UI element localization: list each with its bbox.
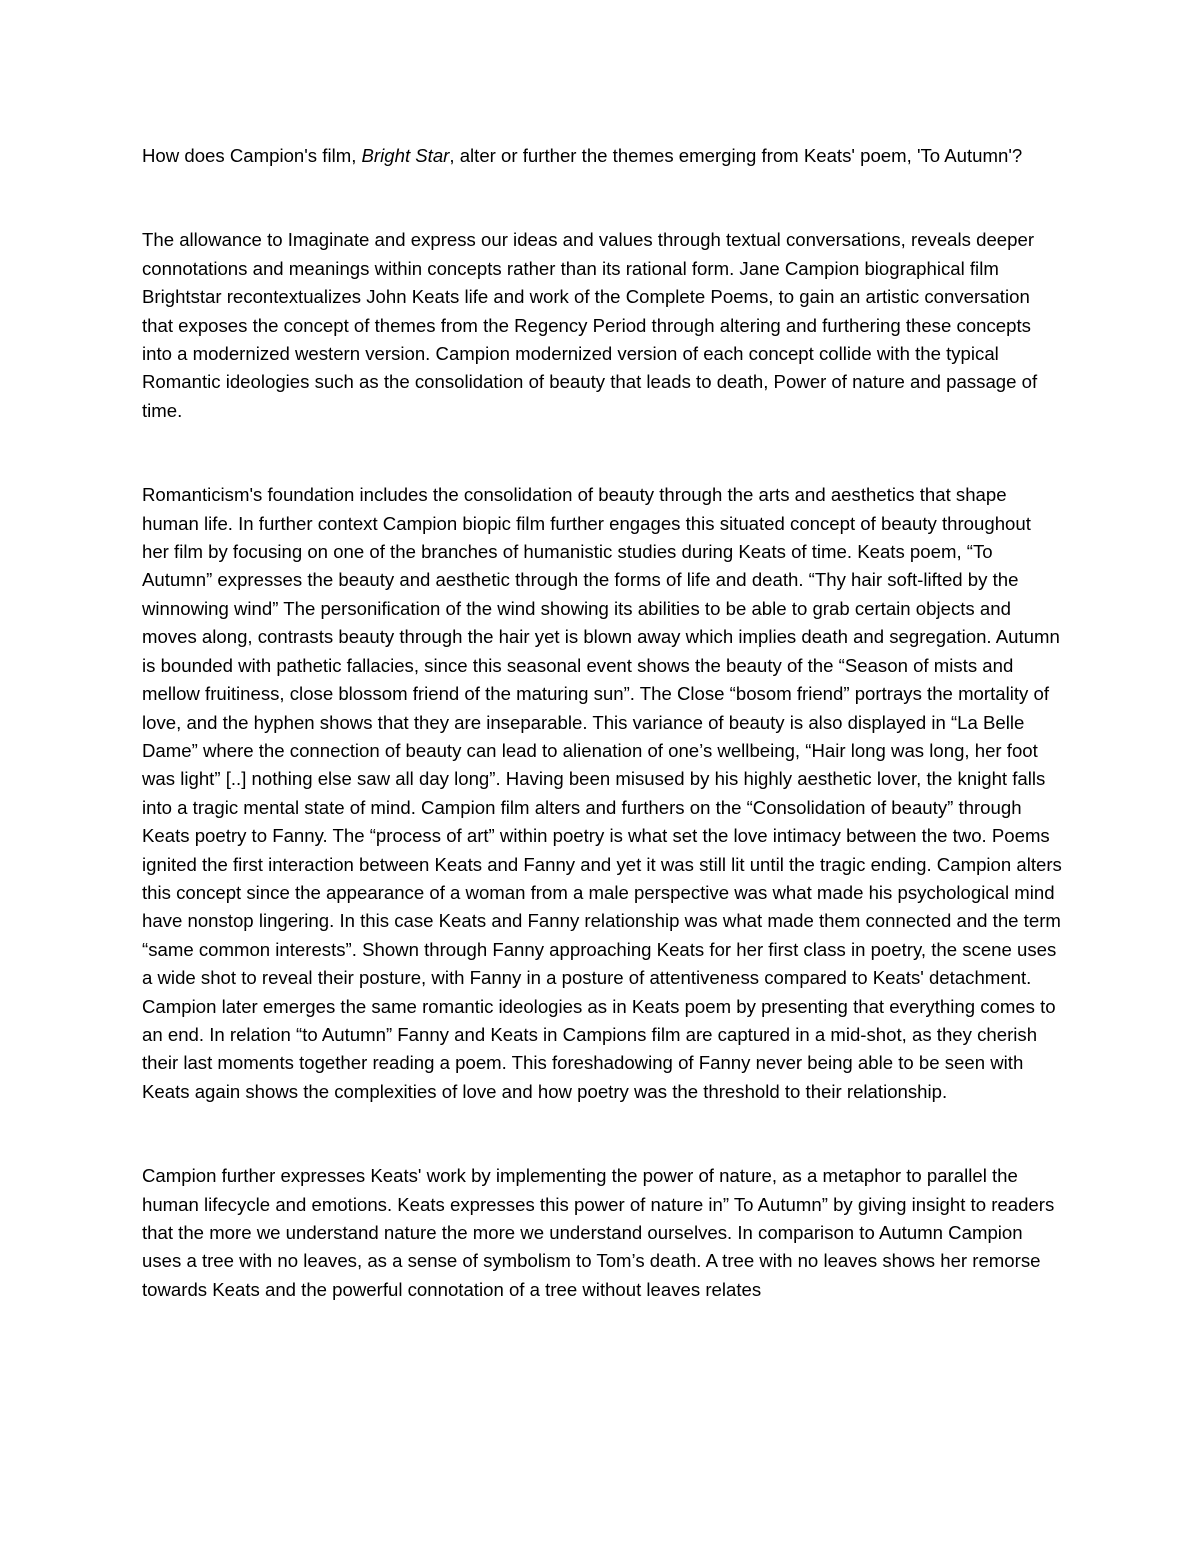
- paragraph-nature: Campion further expresses Keats' work by implementing the power of nature, as a metaphor to parallel the human lifecycle and emotions. Keats expresses this power of nature in” To Autumn” by giving insight to readers that the more we understand nature the more we understand ourselves. In comparison to Autumn Campion uses a tree with no leaves, as a sense of symbolism to Tom’s death. A tree with no leaves shows her remorse towards Keats and the powerful connotation of a tree without leaves relates: [142, 1165, 1055, 1300]
- paragraph-beauty: Romanticism's foundation includes the consolidation of beauty through the arts and aesthetics that shape human life. In further context Campion biopic film further engages this situated concept of beauty throughout her film by focusing on one of the branches of humanistic studies during Keats of time. Keats poem, “To Autumn” expresses the beauty and aesthetic through the forms of life and death. “Thy hair soft-lifted by the winnowing wind” The personification of the wind showing its abilities to be able to grab certain objects and moves along, contrasts beauty through the hair yet is blown away which implies death and segregation. Autumn is bounded with pathetic fallacies, since this seasonal event shows the beauty of the “Season of mists and mellow fruitiness, close blossom friend of the maturing sun”. The Close “bosom friend” portrays the mortality of love, and the hyphen shows that they are inseparable. This variance of beauty is also displayed in “La Belle Dame” where the connection of beauty can lead to alienation of one’s wellbeing, “Hair long was long, her foot was light” [..] nothing else saw all day long”. Having been misused by his highly aesthetic lover, the knight falls into a tragic mental state of mind. Campion film alters and furthers on the “Consolidation of beauty” through Keats poetry to Fanny. The “process of art” within poetry is what set the love intimacy between the two. Poems ignited the first interaction between Keats and Fanny and yet it was still lit until the tragic ending. Campion alters this concept since the appearance of a woman from a male perspective was what made his psychological mind have nonstop lingering. In this case Keats and Fanny relationship was what made them connected and the term “same common interests”. Shown through Fanny approaching Keats for her first class in poetry, the scene uses a wide shot to reveal their posture, with Fanny in a posture of attentiveness compared to Keats' detachment. Campion later emerges the same romantic ideologies as in Keats poem by presenting that everything comes to an end. In relation “to Autumn” Fanny and Keats in Campions film are captured in a mid-shot, as they cherish their last moments together reading a poem. This foreshadowing of Fanny never being able to be seen with Keats again shows the complexities of love and how poetry was the threshold to their relationship.: [142, 484, 1062, 1102]
- document-body: [142, 142, 1062, 1360]
- film-title: Bright Star: [361, 145, 450, 166]
- paragraph-introduction: The allowance to Imaginate and express our ideas and values through textual conversations, reveals deeper connotations and meanings within concepts rather than its rational form. Jane Campion biographical film Brightstar recontextualizes John Keats life and work of the Complete Poems, to gain an artistic conversation that exposes the concept of themes from the Regency Period through altering and furthering these concepts into a modernized western version. Campion modernized version of each concept collide with the typical Romantic ideologies such as the consolidation of beauty that leads to death, Power of nature and passage of time.: [142, 229, 1038, 421]
- question-text-start: How does Campion's film,: [142, 145, 362, 166]
- question-text-end: , alter or further the themes emerging from Keats' poem, 'To Autumn'?: [449, 145, 1023, 166]
- essay-question: [142, 142, 1062, 170]
